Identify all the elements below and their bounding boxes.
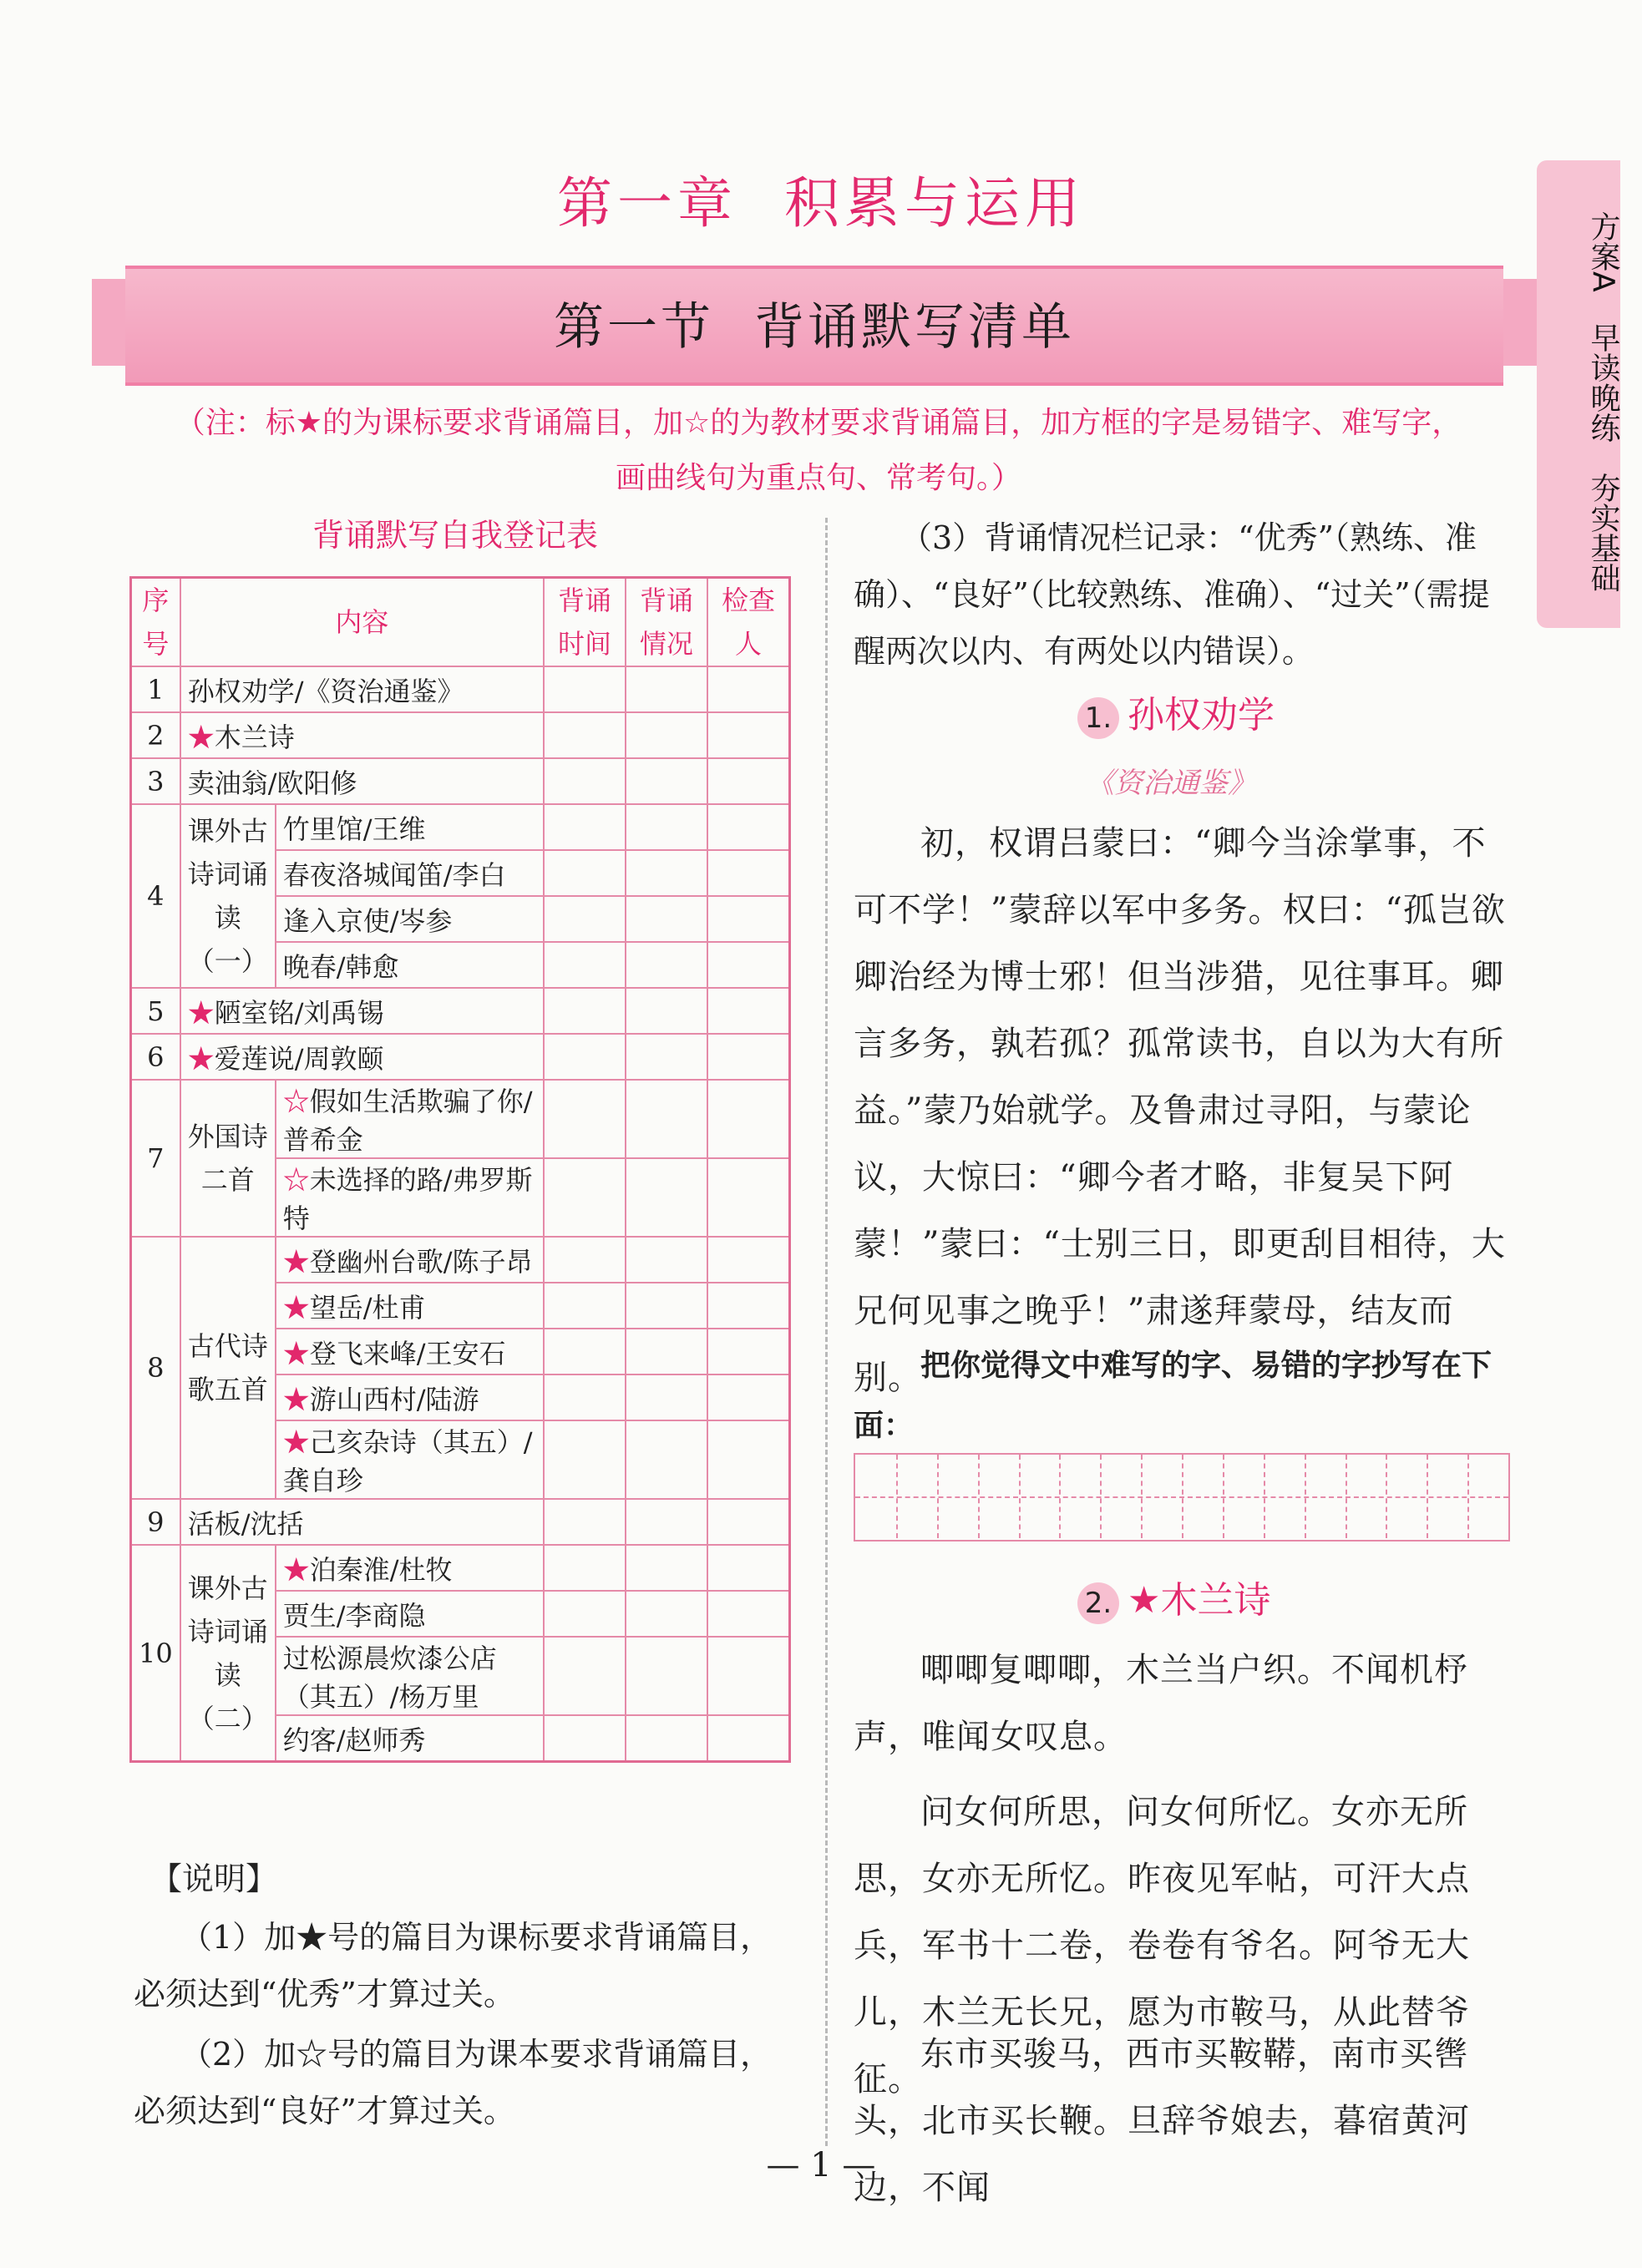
table-row — [131, 666, 790, 712]
entry-cell[interactable] — [707, 758, 790, 804]
chapter-name: 积累与运用 — [784, 171, 1085, 235]
row-number: 6 — [131, 1034, 180, 1080]
entry-cell[interactable] — [544, 1499, 626, 1545]
table-row — [131, 988, 790, 1034]
header-time: 背诵时间 — [544, 578, 626, 667]
entry-cell[interactable] — [626, 1080, 707, 1158]
section-name: 背诵默写清单 — [754, 298, 1075, 357]
explain-p2: （2）加☆号的篇目为课本要求背诵篇目，必须达到“良好”才算过关。 — [134, 2036, 773, 2129]
entry-cell[interactable] — [626, 758, 707, 804]
lesson2-p1: 唧唧复唧唧，木兰当户织。不闻机杼声，唯闻女叹息。 — [854, 1651, 1468, 1756]
entry-cell[interactable] — [707, 896, 790, 942]
row-number: 2 — [131, 712, 180, 758]
entry-cell[interactable] — [626, 1545, 707, 1591]
entry-cell[interactable] — [626, 1158, 707, 1237]
entry-cell[interactable] — [707, 988, 790, 1034]
entry-cell[interactable] — [626, 1715, 707, 1762]
entry-cell[interactable] — [626, 666, 707, 712]
banner-right-ornament — [1499, 279, 1538, 366]
lesson1-heading — [1077, 685, 1275, 739]
row-item: ☆假如生活欺骗了你/普希金 — [276, 1080, 544, 1158]
row-item: ★游山西村/陆游 — [276, 1374, 544, 1420]
writing-grid[interactable] — [854, 1453, 1510, 1542]
entry-cell[interactable] — [626, 1591, 707, 1637]
entry-cell[interactable] — [707, 1591, 790, 1637]
register-table — [129, 576, 791, 1763]
entry-cell[interactable] — [544, 1329, 626, 1374]
entry-cell[interactable] — [707, 1374, 790, 1420]
star-icon: ★ — [282, 1337, 310, 1369]
row-item: 约客/赵师秀 — [276, 1715, 544, 1762]
star-icon: ★ — [187, 1042, 215, 1075]
explain-title: 【说明】 — [150, 1860, 278, 1897]
header-content: 内容 — [180, 578, 544, 667]
row-group-label: 古代诗歌五首 — [180, 1237, 276, 1499]
star-icon: ★ — [187, 721, 215, 753]
entry-cell[interactable] — [707, 942, 790, 988]
row-number: 3 — [131, 758, 180, 804]
entry-cell[interactable] — [707, 850, 790, 896]
row-group-label: 课外古诗词诵读（一） — [180, 804, 276, 988]
entry-cell[interactable] — [544, 1637, 626, 1715]
entry-cell[interactable] — [544, 1420, 626, 1499]
entry-cell[interactable] — [626, 1034, 707, 1080]
entry-cell[interactable] — [544, 850, 626, 896]
entry-cell[interactable] — [544, 1283, 626, 1329]
entry-cell[interactable] — [707, 712, 790, 758]
entry-cell[interactable] — [544, 1034, 626, 1080]
entry-cell[interactable] — [544, 1545, 626, 1591]
lesson2-heading — [1077, 1570, 1270, 1624]
entry-cell[interactable] — [707, 1283, 790, 1329]
entry-cell[interactable] — [626, 850, 707, 896]
entry-cell[interactable] — [626, 988, 707, 1034]
lesson1-instruction: 把你觉得文中难写的字、易错的字抄写在下面： — [854, 1349, 1492, 1443]
header-seq: 序号 — [131, 578, 180, 667]
entry-cell[interactable] — [626, 1374, 707, 1420]
row-item: ★木兰诗 — [180, 712, 544, 758]
lesson2-p2: 问女何所思，问女何所忆。女亦无所思，女亦无所忆。昨夜见军帖，可汗大点兵，军书十二卷，卷卷有爷名。阿爷无大儿，木兰无长兄，愿为市鞍马，从此替爷征。 — [854, 1793, 1470, 2098]
note-line-2: 画曲线句为重点句、常考句。） — [615, 461, 1021, 495]
explain-p1: （1）加★号的篇目为课标要求背诵篇目，必须达到“优秀”才算过关。 — [134, 1919, 773, 2012]
row-number: 10 — [131, 1545, 180, 1762]
entry-cell[interactable] — [544, 1715, 626, 1762]
side-tab: 方案A 早读晚练 夯实基础 — [1537, 160, 1620, 628]
table-row — [131, 712, 790, 758]
table-row — [131, 1237, 790, 1283]
explain-p3: （3）背诵情况栏记录：“优秀”（熟练、准确）、“良好”（比较熟练、准确）、“过关”（需提醒两次以内、有两处以内错误）。 — [854, 519, 1490, 670]
entry-cell[interactable] — [707, 1499, 790, 1545]
lesson2-p3: 东市买骏马，西市买鞍鞯，南市买辔头，北市买长鞭。旦辞爷娘去，暮宿黄河边，不闻 — [854, 2035, 1470, 2207]
lesson2-title: ★木兰诗 — [1128, 1579, 1271, 1622]
star-icon: ★ — [282, 1553, 310, 1586]
header-checker: 检查人 — [707, 578, 790, 667]
star-icon: ★ — [282, 1383, 310, 1415]
table-row — [131, 804, 790, 850]
chapter-title — [0, 159, 1642, 238]
entry-cell[interactable] — [626, 1237, 707, 1283]
star-icon: ☆ — [282, 1164, 310, 1196]
entry-cell[interactable] — [544, 896, 626, 942]
lesson1-text: 初，权谓吕蒙曰：“卿今当涂掌事，不可不学！”蒙辞以军中多务。权曰：“孤岂欲卿治经为博士邪！但当涉猎，见往事耳。卿言多务，孰若孤？孤常读书，自以为大有所益。”蒙乃始就学。及鲁肃过寻阳，与蒙论议，大惊曰：“卿今者才略，非复吴下阿蒙！”蒙曰：“士别三日，即更刮目相待，大兄何见事之晚乎！”肃遂拜蒙母，结友而别。 — [854, 824, 1506, 1397]
grid-midline — [855, 1496, 1508, 1498]
entry-cell[interactable] — [626, 804, 707, 850]
row-item: ★爱莲说/周敦颐 — [180, 1034, 544, 1080]
entry-cell[interactable] — [707, 666, 790, 712]
entry-cell[interactable] — [626, 1499, 707, 1545]
star-icon: ★ — [282, 1426, 310, 1458]
entry-cell[interactable] — [707, 1080, 790, 1158]
section-banner — [125, 266, 1503, 386]
row-item: 过松源晨炊漆公店（其五）/杨万里 — [276, 1637, 544, 1715]
row-item: 孙权劝学/《资治通鉴》 — [180, 666, 544, 712]
row-item: 逢入京使/岑参 — [276, 896, 544, 942]
table-row — [131, 1545, 790, 1591]
row-item: ★己亥杂诗（其五）/龚自珍 — [276, 1420, 544, 1499]
section-title — [125, 287, 1503, 359]
table-row — [131, 1499, 790, 1545]
header-status: 背诵情况 — [626, 578, 707, 667]
entry-cell[interactable] — [707, 804, 790, 850]
lesson1-source: 《资治通鉴》 — [1086, 767, 1256, 800]
row-item: ★登幽州台歌/陈子昂 — [276, 1237, 544, 1283]
entry-cell[interactable] — [626, 712, 707, 758]
row-item: 晚春/韩愈 — [276, 942, 544, 988]
star-icon: ★ — [282, 1291, 310, 1324]
entry-cell[interactable] — [707, 1420, 790, 1499]
entry-cell[interactable] — [707, 1637, 790, 1715]
star-icon: ★ — [282, 1245, 310, 1278]
entry-cell[interactable] — [707, 1237, 790, 1283]
row-number: 1 — [131, 666, 180, 712]
entry-cell[interactable] — [626, 942, 707, 988]
lesson2-badge: 2. — [1077, 1582, 1119, 1624]
entry-cell[interactable] — [626, 1637, 707, 1715]
row-number: 7 — [131, 1080, 180, 1237]
table-header-row — [131, 578, 790, 667]
entry-cell[interactable] — [544, 1374, 626, 1420]
table-title: 背诵默写自我登记表 — [312, 517, 598, 554]
entry-cell[interactable] — [544, 804, 626, 850]
star-icon: ☆ — [282, 1086, 310, 1117]
entry-cell[interactable] — [544, 666, 626, 712]
entry-cell[interactable] — [544, 942, 626, 988]
entry-cell[interactable] — [707, 1545, 790, 1591]
row-number: 5 — [131, 988, 180, 1034]
entry-cell[interactable] — [707, 1158, 790, 1237]
row-item: ★登飞来峰/王安石 — [276, 1329, 544, 1374]
page-number: — 1 — — [766, 2146, 876, 2184]
row-item: ★陋室铭/刘禹锡 — [180, 988, 544, 1034]
table-row — [131, 758, 790, 804]
entry-cell[interactable] — [544, 1237, 626, 1283]
row-item: 活板/沈括 — [180, 1499, 544, 1545]
note-line-1: （注：标★的为课标要求背诵篇目，加☆的为教材要求背诵篇目，加方框的字是易错字、难写字， — [175, 406, 1462, 440]
entry-cell[interactable] — [626, 1329, 707, 1374]
entry-cell[interactable] — [544, 1080, 626, 1158]
row-group-label: 外国诗二首 — [180, 1080, 276, 1237]
star-icon: ★ — [187, 996, 215, 1029]
row-item: 竹里馆/王维 — [276, 804, 544, 850]
row-item: ★望岳/杜甫 — [276, 1283, 544, 1329]
row-number: 9 — [131, 1499, 180, 1545]
table-row — [131, 1034, 790, 1080]
entry-cell[interactable] — [707, 1329, 790, 1374]
entry-cell[interactable] — [707, 1715, 790, 1762]
entry-cell[interactable] — [544, 1591, 626, 1637]
entry-cell[interactable] — [626, 1283, 707, 1329]
lesson1-title: 孙权劝学 — [1128, 694, 1275, 737]
entry-cell[interactable] — [544, 712, 626, 758]
entry-cell[interactable] — [626, 896, 707, 942]
row-item: 卖油翁/欧阳修 — [180, 758, 544, 804]
entry-cell[interactable] — [544, 1158, 626, 1237]
row-number: 4 — [131, 804, 180, 988]
row-group-label: 课外古诗词诵读（二） — [180, 1545, 276, 1762]
row-number: 8 — [131, 1237, 180, 1499]
row-item: 春夜洛城闻笛/李白 — [276, 850, 544, 896]
row-item: ☆未选择的路/弗罗斯特 — [276, 1158, 544, 1237]
row-item: 贾生/李商隐 — [276, 1591, 544, 1637]
lesson1-badge: 1. — [1077, 697, 1119, 739]
entry-cell[interactable] — [626, 1420, 707, 1499]
column-divider — [825, 518, 828, 2146]
section-number: 第一节 — [554, 298, 714, 357]
entry-cell[interactable] — [544, 988, 626, 1034]
entry-cell[interactable] — [544, 758, 626, 804]
chapter-number: 第一章 — [557, 171, 737, 235]
table-row — [131, 1080, 790, 1158]
row-item: ★泊秦淮/杜牧 — [276, 1545, 544, 1591]
entry-cell[interactable] — [707, 1034, 790, 1080]
